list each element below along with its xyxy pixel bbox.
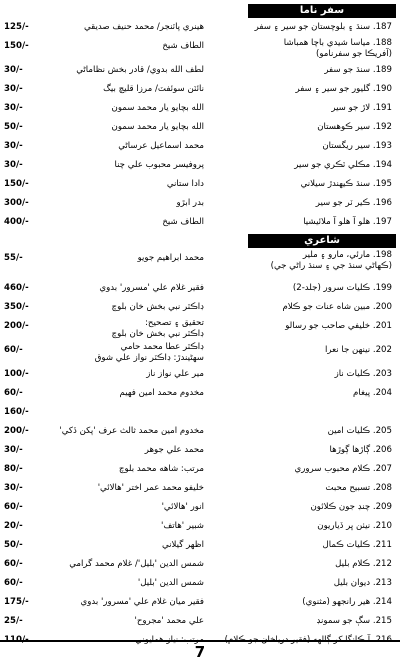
book-price: 200/- <box>4 321 29 331</box>
list-item <box>0 194 400 213</box>
book-author: شمس الدين 'بليل' <box>137 578 204 588</box>
book-author-line-2: ڊاڪٽر نبي بخش خان بلوچ <box>111 329 204 339</box>
list-item <box>0 460 400 479</box>
book-title: 189. سنڌ جو سفر <box>324 65 392 75</box>
list-item <box>0 593 400 612</box>
list-item <box>0 213 400 232</box>
list-item <box>0 175 400 194</box>
list-item <box>0 80 400 99</box>
book-title: 214. هير رانجهو (مثنوي) <box>302 597 392 607</box>
book-title: 207. ڪلام محبوب سروري <box>294 464 392 474</box>
book-price: 30/- <box>4 65 23 75</box>
list-item <box>0 317 400 341</box>
book-price: 200/- <box>4 426 29 436</box>
book-title: 201. خليفي صاحب جو رسالو <box>285 321 392 331</box>
book-title: 209. چنڊ جون ڪلائون <box>310 502 392 512</box>
list-item <box>0 384 400 403</box>
book-author: الطاف شيخ <box>162 217 204 227</box>
book-author: نائٽن سوئفٽ/ مرزا قليچ بيگ <box>103 84 204 94</box>
book-price: 460/- <box>4 283 29 293</box>
book-title: 187. سنڌ ۽ بلوچستان جو سير ۽ سفر <box>254 22 392 32</box>
book-author-line-1: تحقيق ۽ تصحيح: <box>145 318 204 328</box>
book-price: 150/- <box>4 41 29 51</box>
book-price: 30/- <box>4 445 23 455</box>
book-author: پروفيسر محبوب علي چنا <box>114 160 204 170</box>
book-price: 25/- <box>4 616 23 626</box>
list-item <box>0 555 400 574</box>
book-price: 60/- <box>4 559 23 569</box>
book-author: بدر ابڙو <box>176 198 204 208</box>
list-item <box>0 341 400 365</box>
book-author <box>46 317 204 340</box>
list-item <box>0 249 400 279</box>
book-title: 215. سڳ جو سمونڊ <box>316 616 392 626</box>
book-author: شمس الدين 'بليل'/ غلام محمد گرامي <box>69 559 204 569</box>
book-title: 193. سير ريگستان <box>322 141 392 151</box>
book-title: 196. ڪير ٽر جو سير <box>315 198 392 208</box>
book-author: فقير غلام علي 'مسرور' بدوي <box>99 283 204 293</box>
book-author: اظهر گيلاني <box>161 540 204 550</box>
poetry-list <box>0 249 400 650</box>
book-price: 150/- <box>4 179 29 189</box>
book-price: 160/- <box>4 407 29 417</box>
list-item <box>0 137 400 156</box>
book-title: 204. پيغام <box>353 388 392 398</box>
book-author: علي محمد 'مجروح' <box>134 616 204 626</box>
list-item <box>0 536 400 555</box>
list-item <box>0 37 400 61</box>
book-title-line-2: (ڪهاڻي سنڌ جي ۽ سنڌ راڻي جي) <box>270 261 392 271</box>
book-price: 30/- <box>4 160 23 170</box>
book-title: 195. سنڌ ڪيهندڙ سيلاني <box>300 179 392 189</box>
list-item <box>0 365 400 384</box>
list-item <box>0 18 400 37</box>
book-title: 194. مڪلي ٽڪري جو سير <box>294 160 392 170</box>
book-title: 192. سير ڪوهستان <box>317 122 392 132</box>
book-title: 206. ڳاڙها ڳوڙها <box>329 445 392 455</box>
book-title: 202. نينهن جا نعرا <box>324 345 392 355</box>
book-title: 213. ديوان بليل <box>333 578 392 588</box>
book-title: 203. ڪليات ناز <box>334 369 392 379</box>
list-item <box>0 422 400 441</box>
list-item <box>0 498 400 517</box>
book-author: الطاف شيخ <box>162 41 204 51</box>
book-price: 350/- <box>4 302 29 312</box>
list-item <box>0 441 400 460</box>
list-item <box>0 118 400 137</box>
book-price: 30/- <box>4 103 23 113</box>
book-price: 60/- <box>4 345 23 355</box>
book-author-line-2: سهڻيندڙ: ڊاڪٽر نواز علي شوق <box>94 353 204 363</box>
book-price: 50/- <box>4 540 23 550</box>
book-author: محمد ابراهيم جويو <box>137 253 204 263</box>
book-author: لطف الله بدوي/ قادر بخش نظاماڻي <box>76 65 204 75</box>
book-author: هينري پاٽنجر/ محمد حنيف صديقي <box>83 22 204 32</box>
book-price: 100/- <box>4 369 29 379</box>
list-item <box>0 403 400 422</box>
book-title: 191. لاڙ جو سير <box>331 103 392 113</box>
book-price: 50/- <box>4 122 23 132</box>
book-title: 210. نيٺن ڀر ڏياريون <box>317 521 392 531</box>
book-price: 60/- <box>4 502 23 512</box>
list-item <box>0 574 400 593</box>
list-item <box>0 61 400 80</box>
list-item <box>0 156 400 175</box>
book-price: 55/- <box>4 253 23 263</box>
section-header-travelogue: سفر ناما <box>248 4 396 18</box>
list-item <box>0 279 400 298</box>
book-author: مخدوم امين محمد ثالث عرف 'پکن ڏکي' <box>59 426 204 436</box>
book-author: محمد اسماعيل عرساڻي <box>118 141 204 151</box>
book-author <box>46 341 204 364</box>
book-title: 212. ڪلام بليل <box>335 559 392 569</box>
book-author-line-1: ڊاڪٽر عطا محمد حامي <box>120 342 204 352</box>
list-item <box>0 612 400 631</box>
book-title: 190. گليور جو سير ۽ سفر <box>295 84 392 94</box>
book-title: 205. ڪليات امين <box>327 426 392 436</box>
footer-rule <box>0 640 400 642</box>
list-item <box>0 298 400 317</box>
travelogue-list <box>0 18 400 232</box>
list-item <box>0 479 400 498</box>
book-price: 300/- <box>4 198 29 208</box>
book-price: 30/- <box>4 84 23 94</box>
book-author: شبير 'هاتف' <box>160 521 204 531</box>
list-item <box>0 517 400 536</box>
book-price: 60/- <box>4 388 23 398</box>
book-price: 125/- <box>4 22 29 32</box>
page-number: 7 <box>194 643 206 661</box>
list-item <box>0 99 400 118</box>
book-price: 80/- <box>4 464 23 474</box>
book-author: محمد علي جوهر <box>144 445 204 455</box>
book-author: فقير ميان غلام علي 'مسرور' بدوي <box>80 597 204 607</box>
book-title: 199. ڪليات سرور (جلد-2) <box>292 283 392 293</box>
book-author: مير علي نواز ناز <box>146 369 204 379</box>
book-author: خليفو محمد عمر اختر 'هالائي' <box>97 483 204 493</box>
book-title-line-2: (آفريڪا جو سفرنامو) <box>316 49 392 59</box>
book-author: الله بچايو يار محمد سمون <box>111 122 204 132</box>
book-title: 197. هلو آ هلو آ ملائيشيا <box>303 217 392 227</box>
book-title <box>214 37 392 60</box>
book-author: الله بچايو يار محمد سمون <box>111 103 204 113</box>
book-price: 30/- <box>4 141 23 151</box>
book-title-line-1: 188. مياسا شيدي باچا همباشا <box>283 38 392 48</box>
book-author: دادا ستاني <box>166 179 204 189</box>
book-title: 208. تسبيح محبت <box>325 483 392 493</box>
book-author: مخدوم محمد امين فهيم <box>119 388 204 398</box>
book-price: 175/- <box>4 597 29 607</box>
book-title-line-1: 198. مارئي، مارو ۽ ملير <box>302 250 392 260</box>
book-title <box>214 249 392 272</box>
book-price: 20/- <box>4 521 23 531</box>
book-price: 30/- <box>4 483 23 493</box>
book-author: انور 'هالائي' <box>161 502 204 512</box>
book-author: مرتب: شاهه محمد بلوچ <box>118 464 204 474</box>
book-author: ڊاڪٽر نبي بخش خان بلوچ <box>111 302 204 312</box>
book-title: 200. مبين شاه عنات جو ڪلام <box>282 302 392 312</box>
book-price: 60/- <box>4 578 23 588</box>
section-header-poetry: شاعري <box>248 234 396 248</box>
book-price: 400/- <box>4 217 29 227</box>
book-title: 211. ڪليات ڪمال <box>322 540 392 550</box>
